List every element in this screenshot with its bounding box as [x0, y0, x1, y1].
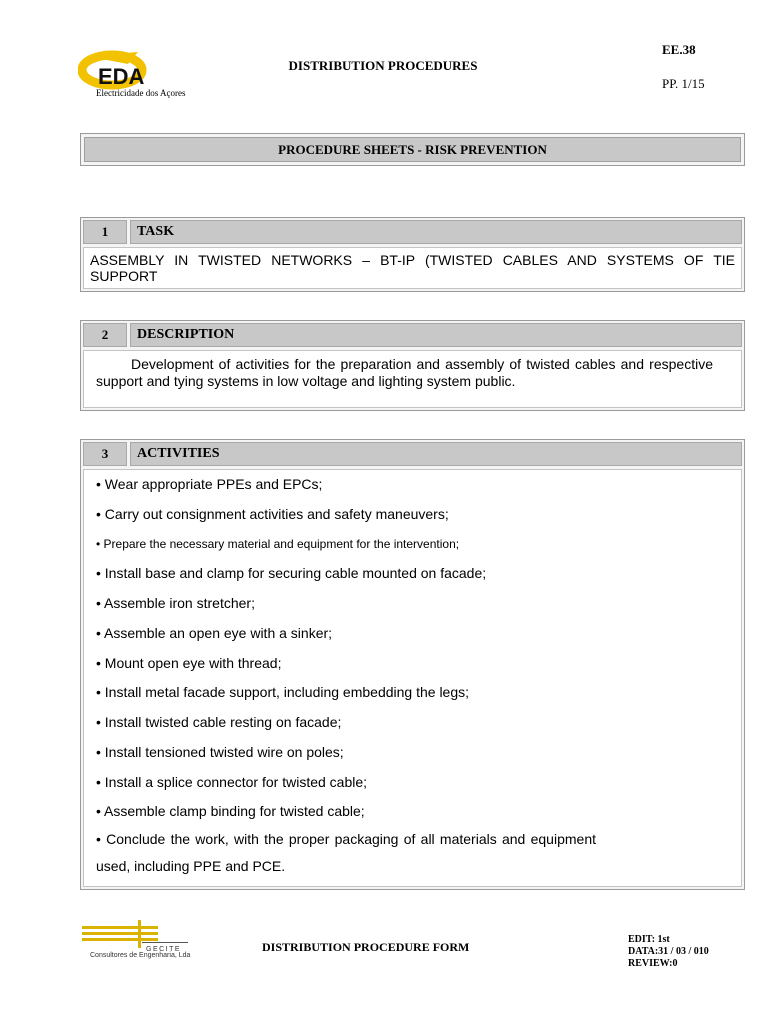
activity-item: • Install tensioned twisted wire on poles;: [96, 744, 344, 760]
activity-item: • Install twisted cable resting on facade;: [96, 714, 342, 730]
document-title: DISTRIBUTION PROCEDURES: [288, 58, 478, 73]
activity-item: • Assemble iron stretcher;: [96, 595, 255, 611]
footer-title: DISTRIBUTION PROCEDURE FORM: [262, 940, 470, 954]
section-description: [80, 320, 745, 411]
section-label: TASK: [130, 220, 742, 244]
edit-label: EDIT: 1st: [628, 934, 670, 945]
section-header: [81, 321, 744, 347]
activity-item: • Install a splice connector for twisted cable;: [96, 774, 368, 790]
date-label: DATA:31 / 03 / 010: [628, 946, 709, 957]
description-text: Development of activities for the preparation and assembly of twisted cables and respective support and tying systems in low voltage and lighting system public.: [96, 356, 713, 389]
activity-item: • Carry out consignment activities and safety maneuvers;: [96, 506, 449, 522]
section-task: [80, 217, 745, 292]
description-body: [83, 350, 742, 408]
section-activities: [80, 439, 745, 890]
section-number: 1: [83, 220, 127, 244]
activity-item: • Prepare the necessary material and equipment for the intervention;: [96, 537, 460, 551]
gecite-logo-name: GECITE: [146, 946, 182, 952]
page-number: PP. 1/15: [662, 76, 705, 91]
revision-info: [628, 934, 709, 970]
task-text: ASSEMBLY IN TWISTED NETWORKS – BT-IP (TWISTED CABLES AND SYSTEMS OF TIE SUPPORT: [83, 247, 742, 289]
activity-item: • Assemble clamp binding for twisted cable;: [96, 803, 365, 819]
activity-item: • Install base and clamp for securing cable mounted on facade;: [96, 565, 487, 581]
section-number: 2: [83, 323, 127, 347]
section-header: [81, 440, 744, 466]
activity-item: • Mount open eye with thread;: [96, 655, 282, 671]
banner-title: PROCEDURE SHEETS - RISK PREVENTION: [84, 137, 741, 162]
document-code: EE.38: [662, 42, 696, 57]
logo-caption: Electricidade dos Açores: [96, 88, 186, 98]
section-header: [81, 218, 744, 244]
activity-item: • Wear appropriate PPEs and EPCs;: [96, 476, 323, 492]
section-label: DESCRIPTION: [130, 323, 742, 347]
activities-list: [83, 469, 742, 887]
gecite-caption: Consultores de Engenharia, Lda: [90, 952, 191, 959]
activity-item: • Conclude the work, with the proper packaging of all materials and equipment used, including PPE and PCE.: [96, 831, 596, 874]
procedure-banner: [80, 133, 745, 166]
svg-text:EDA: EDA: [98, 64, 145, 89]
section-number: 3: [83, 442, 127, 466]
review-label: REVIEW:0: [628, 958, 678, 969]
activity-item: • Install metal facade support, including embedding the legs;: [96, 684, 470, 700]
section-label: ACTIVITIES: [130, 442, 742, 466]
activity-item: • Assemble an open eye with a sinker;: [96, 625, 333, 641]
